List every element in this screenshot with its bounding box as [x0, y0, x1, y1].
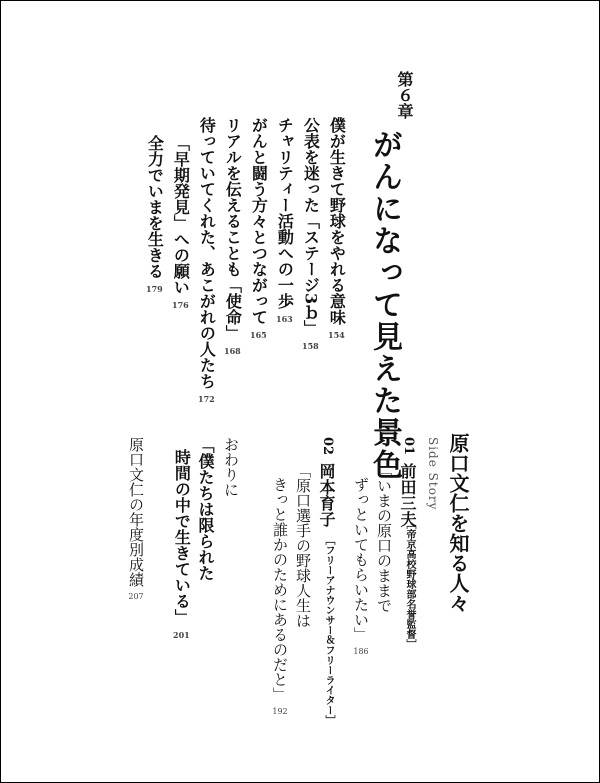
- side-story-title: 原口文仁を知る人々: [446, 433, 470, 613]
- closing-label: おわりに: [222, 437, 240, 497]
- toc-item-page: 179: [146, 284, 163, 294]
- closing-line[interactable]: [173, 449, 190, 639]
- toc-item[interactable]: [328, 117, 345, 339]
- entry-quote-line[interactable]: 「いまの原口のままで: [375, 463, 393, 613]
- toc-item[interactable]: [250, 117, 267, 339]
- toc-item[interactable]: [146, 135, 163, 293]
- chapter-title: がんになって見えた景色: [367, 129, 402, 481]
- entry-number: 02: [320, 437, 335, 456]
- toc-item-text: 僕が生きて野球をやれる意味: [327, 117, 347, 325]
- closing-line[interactable]: 「僕たちは限られた: [196, 437, 215, 581]
- toc-item[interactable]: [302, 117, 319, 350]
- toc-item-text: 全力でいまを生きる: [145, 135, 165, 279]
- toc-item[interactable]: [276, 117, 293, 323]
- toc-item-text: がんと闘う方々とつながって: [249, 117, 269, 325]
- entry-page: 192: [272, 707, 288, 716]
- record-page: 207: [128, 592, 144, 601]
- toc-item[interactable]: [224, 117, 241, 355]
- toc-item-text: チャリティー活動への一歩: [275, 117, 295, 309]
- closing-page: 201: [173, 630, 190, 640]
- record-item[interactable]: [128, 437, 144, 601]
- toc-item-text: リアルを伝えることも「使命」: [223, 117, 243, 341]
- record-text: 原口文仁の年度別成績: [127, 437, 145, 587]
- toc-item-page: 172: [198, 394, 215, 404]
- entry-number: 01: [401, 437, 416, 456]
- toc-item[interactable]: [172, 135, 189, 309]
- chapter-label: 第６章: [395, 71, 414, 119]
- entry-quote-text: きっと誰かのためにあるのだと」: [271, 477, 289, 702]
- entry-page: 186: [353, 647, 369, 656]
- toc-item[interactable]: [198, 117, 215, 403]
- side-story-subtitle: Side Story: [426, 437, 440, 511]
- entry-role: ［帝京高校野球部名誉監督］: [404, 519, 415, 649]
- entry-quote-line[interactable]: [353, 477, 369, 656]
- entry-name: 前田三夫: [398, 463, 417, 527]
- toc-item-text: 公表を迷った「ステージ3ｂ」: [301, 117, 321, 337]
- toc-item-text: 「早期発見」への願い: [171, 135, 191, 295]
- entry-name: 岡本育子: [317, 463, 336, 527]
- toc-item-page: 158: [302, 341, 319, 352]
- entry-quote-line[interactable]: 「原口選手の野球人生は: [294, 463, 312, 628]
- toc-item-page: 163: [276, 314, 293, 324]
- entry-quote-line[interactable]: [272, 477, 288, 716]
- entry-role: ［フリーアナウンサー＆フリーライター］: [323, 535, 334, 725]
- toc-item-text: 待っていてくれた、あこがれの人たち: [197, 117, 217, 389]
- closing-text: 時間の中で生きている」: [172, 449, 192, 625]
- toc-item-page: 168: [224, 346, 241, 356]
- entry-quote-text: ずっといてもらいたい」: [352, 477, 370, 642]
- toc-item-page: 154: [328, 330, 345, 340]
- toc-item-page: 165: [250, 330, 267, 340]
- toc-item-page: 176: [172, 300, 189, 310]
